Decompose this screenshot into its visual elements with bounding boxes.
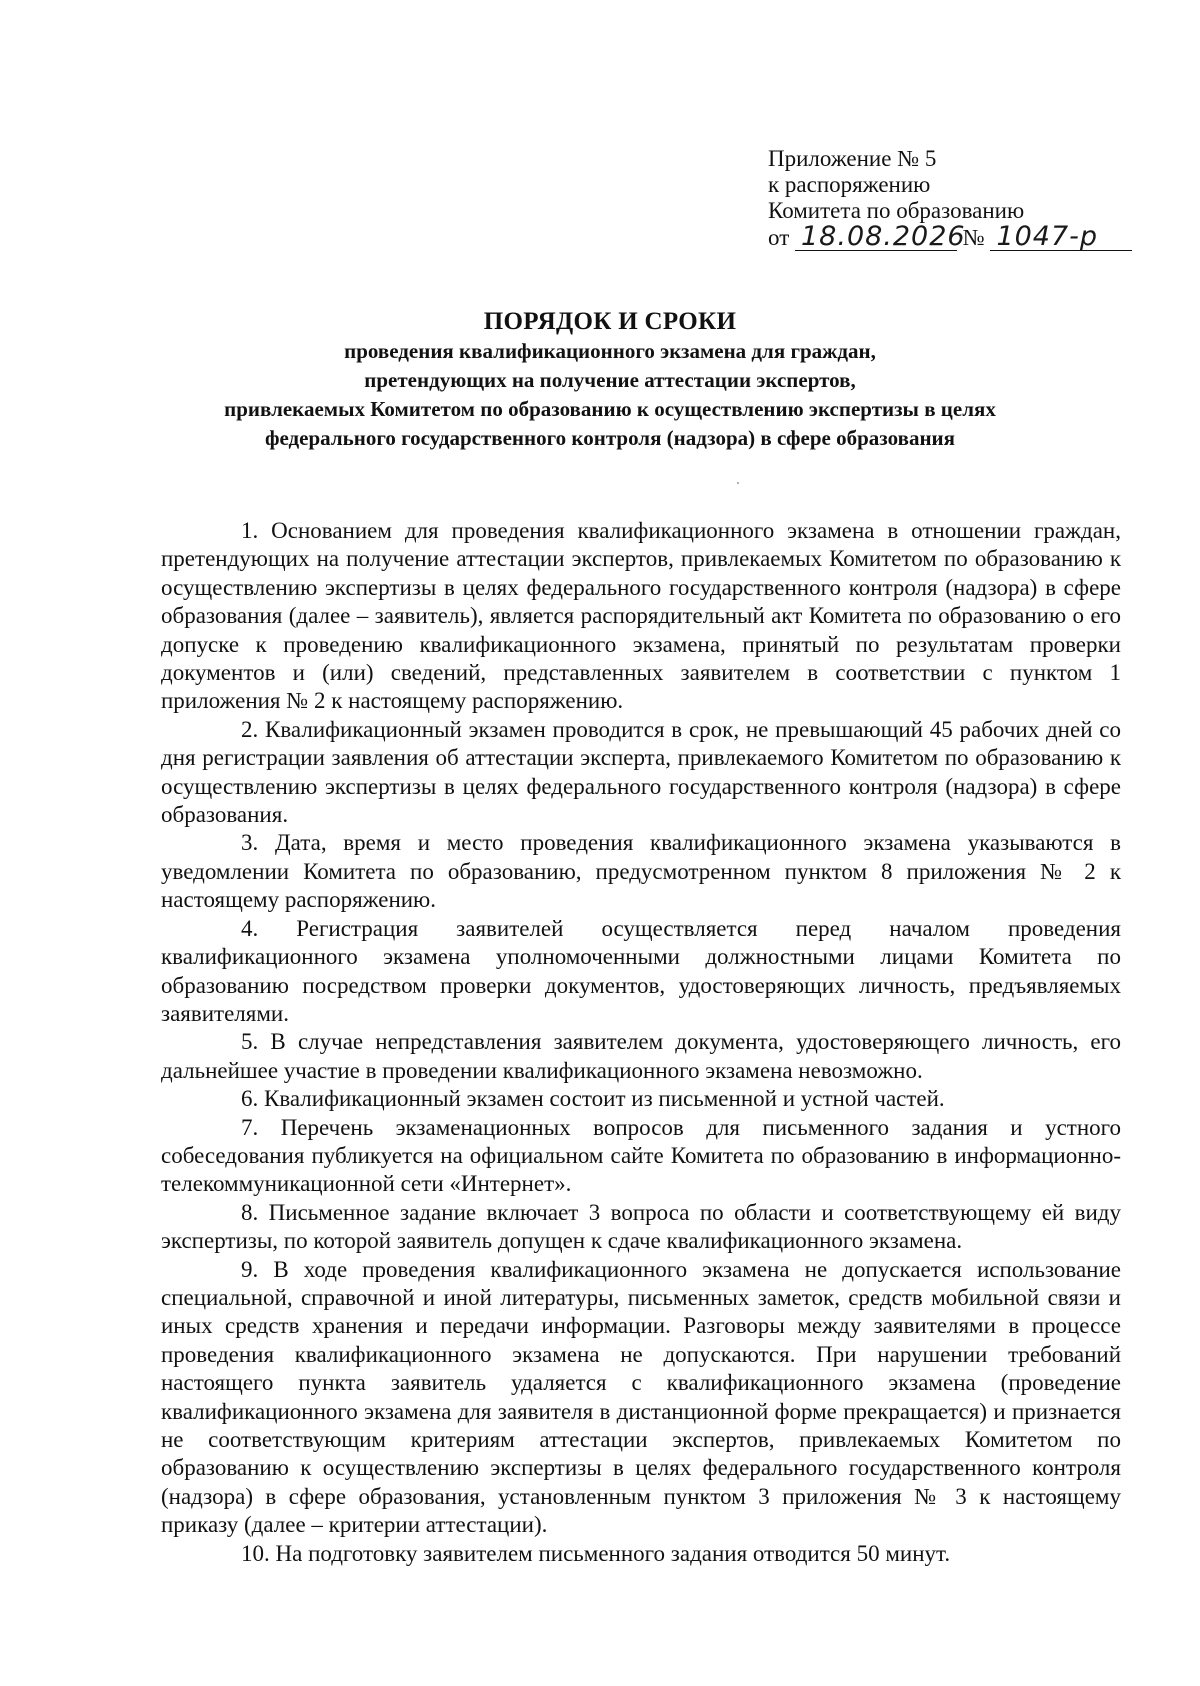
number-prefix: № xyxy=(962,225,985,250)
paragraph-7: 7. Перечень экзаменационных вопросов для письменного задания и устного собеседования публикуется на официальном сайте Комитета по образованию в информационно-телекоммуникационной сети «Интернет». xyxy=(161,1114,1121,1197)
appendix-header xyxy=(768,146,1128,251)
document-body xyxy=(161,517,1121,1568)
subtitle-line-3: привлекаемых Комитетом по образованию к осуществлению экспертизы в целях xyxy=(224,397,996,421)
handwritten-number: 1047-р xyxy=(990,224,1132,251)
paragraph-2: 2. Квалификационный экзамен проводится в срок, не превышающий 45 рабочих дней со дня регистрации заявления об аттестации эксперта, привлекаемого Комитетом по образованию к осуществлению экспертизы в целях федерального государственного контроля (надзора) в сфере образования. xyxy=(161,716,1121,828)
title-main: ПОРЯДОК И СРОКИ xyxy=(483,308,737,335)
paragraph-1: 1. Основанием для проведения квалификационного экзамена в отношении граждан, претендующих на получение аттестации экспертов, привлекаемых Комитетом по образованию к осуществлению экспертизы в целях федерального государственного контроля (надзора) в сфере образования (далее – заявитель), является распорядительный акт Комитета по образованию о его допуске к проведению квалификационного экзамена, принятый по результатам проверки документов и (или) сведений, представленных заявителем в соответствии с пунктом 1 приложения № 2 к настоящему распоряжению. xyxy=(161,518,1121,714)
paragraph-3: 3. Дата, время и место проведения квалификационного экзамена указываются в уведомлении Комитета по образованию, предусмотренном пунктом 8 приложения № 2 к настоящему распоряжению. xyxy=(161,830,1121,913)
scan-speck xyxy=(737,482,739,484)
title-subtitle xyxy=(150,337,1070,453)
paragraph-8: 8. Письменное задание включает 3 вопроса по области и соответствующему ей виду экспертизы, по которой заявитель допущен к сдаче квалификационного экзамена. xyxy=(161,1199,1121,1254)
subtitle-line-2: претендующих на получение аттестации экспертов, xyxy=(364,368,856,392)
appendix-line-3: Комитета по образованию xyxy=(768,198,1025,223)
paragraph-5: 5. В случае непредставления заявителем документа, удостоверяющего личность, его дальнейшее участие в проведении квалификационного экзамена невозможно. xyxy=(161,1029,1121,1083)
appendix-line-2: к распоряжению xyxy=(768,172,931,197)
paragraph-6: 6. Квалификационный экзамен состоит из письменной и устной частей. xyxy=(241,1086,945,1112)
subtitle-line-1: проведения квалификационного экзамена для граждан, xyxy=(344,339,876,363)
appendix-date-number-line xyxy=(768,221,1128,252)
appendix-line-1: Приложение № 5 xyxy=(768,146,937,171)
paragraph-4: 4. Регистрация заявителей осуществляется перед началом проведения квалификационного экзамена уполномоченными должностными лицами Комитета по образованию посредством проверки документов, удостоверяющих личность, предъявляемых заявителями. xyxy=(161,915,1121,1026)
handwritten-date: 18.08.2026 xyxy=(795,224,957,251)
subtitle-line-4: федерального государственного контроля (надзора) в сфере образования xyxy=(264,426,956,450)
paragraph-9: 9. В ходе проведения квалификационного экзамена не допускается использование специальной, справочной и иной литературы, письменных заметок, средств мобильной связи и иных средств хранения и передачи информации. Разговоры между заявителями в процессе проведения квалификационного экзамена не допускаются. При нарушении требований настоящего пункта заявитель удаляется с квалификационного экзамена (проведение квалификационного экзамена для заявителя в дистанционной форме прекращается) и признается не соответствующим критериям аттестации экспертов, привлекаемых Комитетом по образованию к осуществлению экспертизы в целях федерального государственного контроля (надзора) в сфере образования, установленным пунктом 3 приложения № 3 к настоящему приказу (далее – критерии аттестации). xyxy=(161,1256,1121,1538)
date-prefix: от xyxy=(768,225,790,250)
document-title xyxy=(150,307,1070,453)
paragraph-10: 10. На подготовку заявителем письменного задания отводится 50 минут. xyxy=(241,1540,951,1566)
